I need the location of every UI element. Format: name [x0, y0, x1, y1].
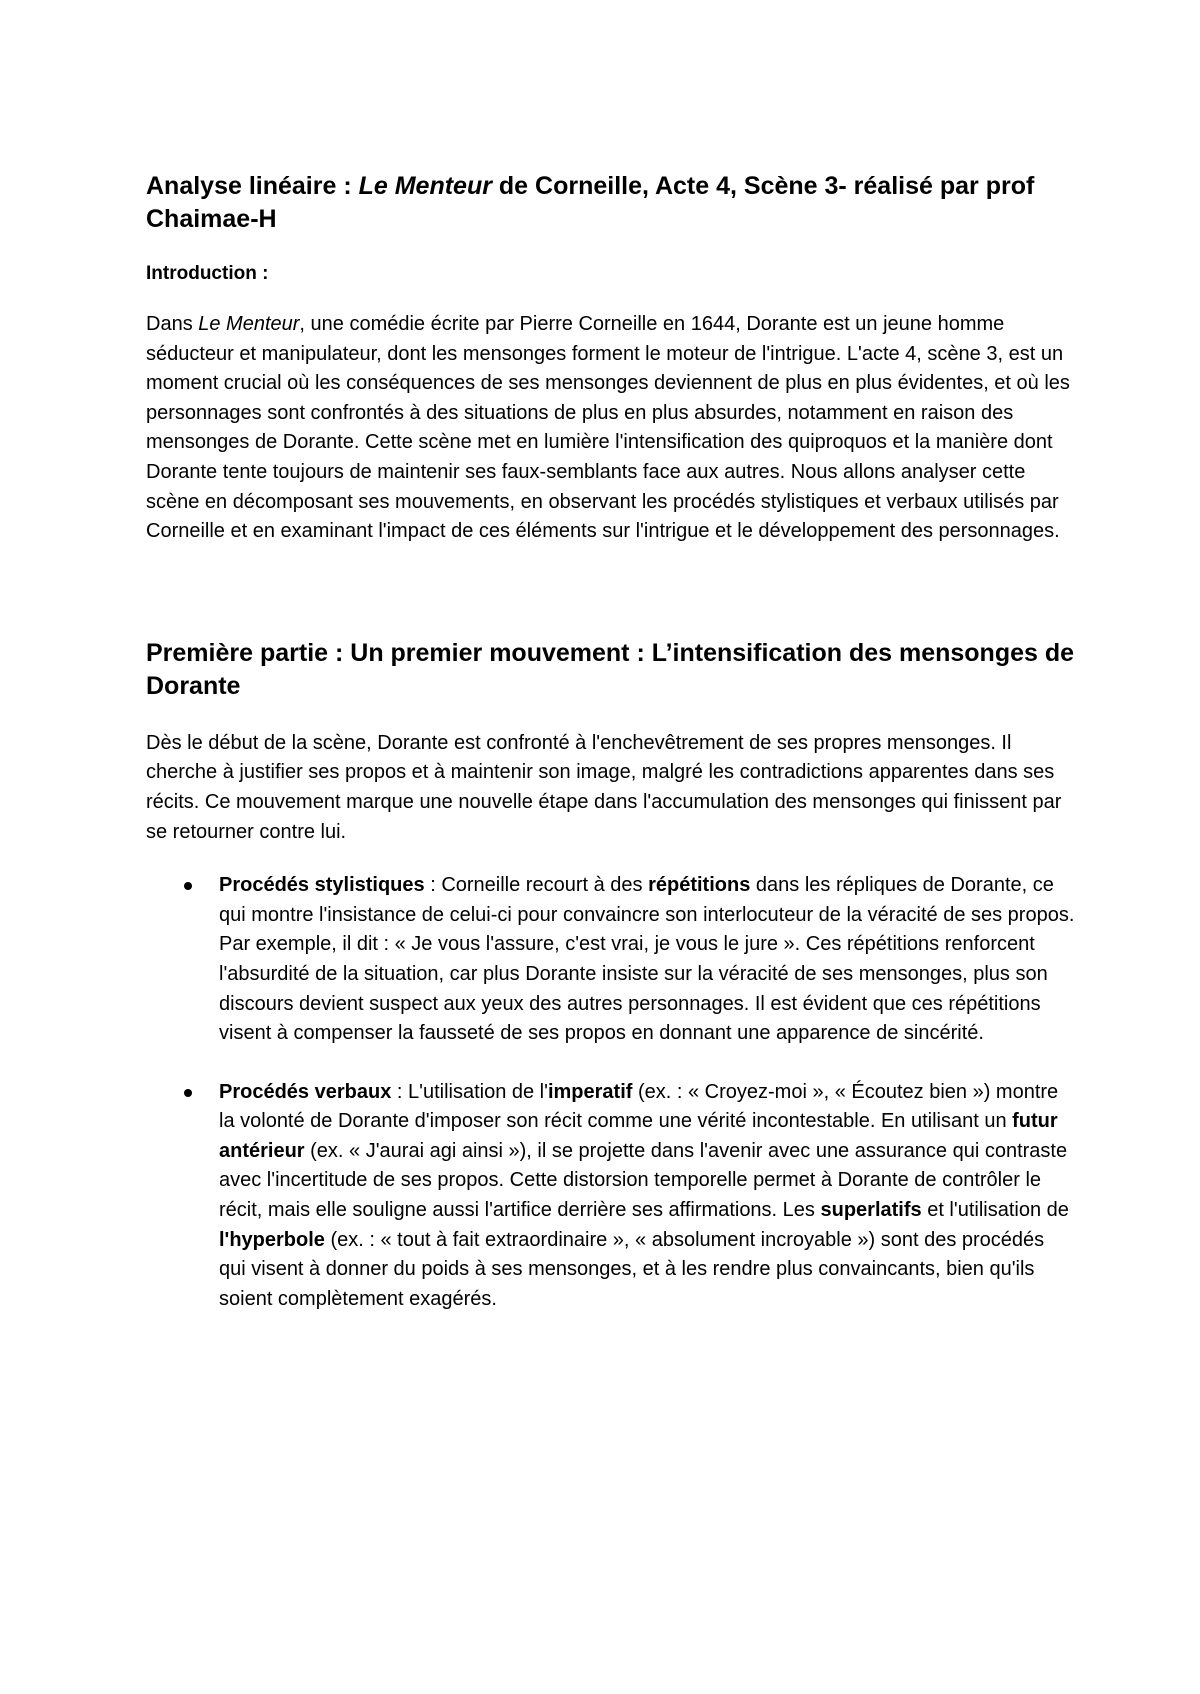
bullet-text: dans les répliques de Dorante, ce qui montre l'insistance de celui-ci pour convaincre son interlocuteur de la véracité de ses propos. Par exemple, il dit : « Je vous l'assure, c'est vrai, je vous le jure ». Ces répétitions renforcent l'absurdité de la situation, car plus Dorante insiste sur la véracité de ses mensonges, plus son discours devient suspect aux yeux des autres personnages. Il est évident que ces répétitions visent à compenser la fausseté de ses propos en donnant une apparence de sincérité. [219, 874, 1075, 1045]
bullet-bold-term: superlatifs [820, 1199, 922, 1222]
bullet-procedes-stylistiques [146, 871, 1076, 1049]
section-heading-premiere-partie: Première partie : Un premier mouvement : L’intensification des mensonges de Dorante [146, 638, 1075, 700]
bullet-procedes-verbaux [146, 1078, 1076, 1315]
intro-work-italic: Le Menteur [198, 313, 300, 335]
section-paragraph: Dès le début de la scène, Dorante est confronté à l'enchevêtrement de ses propres mensonges. Il cherche à justifier ses propos et à maintenir son image, malgré les contradictions apparentes dans ses récits. Ce mouvement marque une nouvelle étape dans l'accumulation des mensonges qui finissent par se retourner contre lui. [146, 731, 1062, 843]
bullet-text: et l'utilisation de [921, 1199, 1069, 1222]
bullet-text: : Corneille recourt à des [424, 874, 649, 897]
bullet-bold-term: imperatif [547, 1080, 633, 1103]
document-body [146, 170, 1076, 1314]
bullet-label: Procédés verbaux [219, 1080, 392, 1103]
bullet-bold-term: futur antérieur [219, 1110, 1058, 1162]
introduction-heading: Introduction : [146, 263, 269, 284]
bullet-text: (ex. « J'aurai agi ainsi »), il se projette dans l'avenir avec une assurance qui contraste avec l'incertitude de ses propos. Cette distorsion temporelle permet à Dorante de contrôler le récit, mais elle souligne aussi l'artifice derrière ses affirmations. Les [219, 1139, 1068, 1222]
bullet-text: (ex. : « tout à fait extraordinaire », « absolument incroyable ») sont des procédés qui visent à donner du poids à ses mensonges, et à les rendre plus convaincants, bien qu'ils soient complètement exagérés. [219, 1228, 1045, 1310]
bullet-bold-term: répétitions [648, 874, 751, 897]
introduction-paragraph [146, 310, 1076, 547]
bullet-dot-icon [184, 882, 192, 890]
bullet-text: (ex. : « Croyez-moi », « Écoutez bien ») montre la volonté de Dorante d'imposer son récit comme une vérité incontestable. En utilisant un [219, 1080, 1059, 1133]
intro-text-body: , une comédie écrite par Pierre Corneille en 1644, Dorante est un jeune homme séducteur et manipulateur, dont les mensonges forment le moteur de l'intrigue. L'acte 4, scène 3, est un moment crucial où les conséquences de ses mensonges deviennent de plus en plus évidentes, et où les personnages sont confrontés à des situations de plus en plus absurdes, notamment en raison des mensonges de Dorante. Cette scène met en lumière l'intensification des quiproquos et la manière dont Dorante tente toujours de maintenir ses faux-semblants face aux autres. Nous allons analyser cette scène en décomposant ses mouvements, en observant les procédés stylistiques et verbaux utilisés par Corneille et en examinant l'impact de ces éléments sur l'intrigue et le développement des personnages. [146, 313, 1070, 543]
title-text-2: de Corneille, Acte 4, Scène 3- réalisé par prof Chaimae-H [146, 172, 1035, 233]
bullet-bold-term: l'hyperbole [219, 1228, 325, 1251]
bullet-list [146, 871, 1076, 1314]
title-text-1: Analyse linéaire : [146, 172, 359, 200]
intro-text-pre: Dans [146, 313, 199, 335]
bullet-dot-icon [184, 1089, 192, 1097]
document-title [146, 170, 1076, 236]
title-work-italic: Le Menteur [358, 172, 492, 200]
bullet-label: Procédés stylistiques [219, 874, 425, 897]
bullet-text: : L'utilisation de l' [391, 1080, 548, 1103]
